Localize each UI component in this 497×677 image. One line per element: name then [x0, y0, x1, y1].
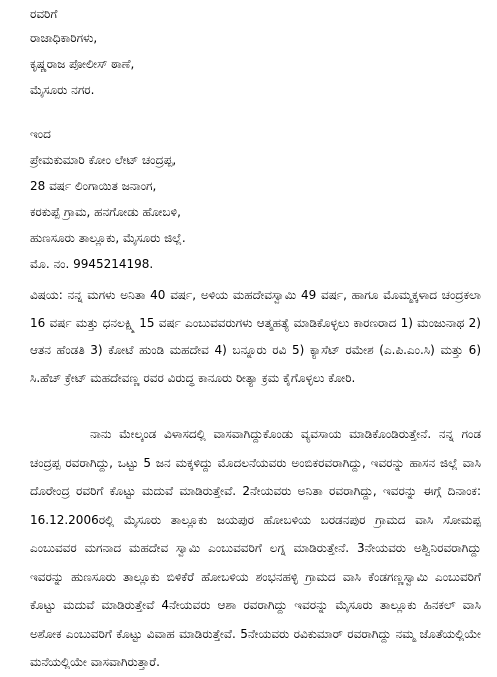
sender-line-4: ಹುಣಸೂರು ತಾಲ್ಲೂಕು, ಮೈಸೂರು ಜಿಲ್ಲೆ.	[30, 231, 186, 245]
recipient-line-1: ರಾಜಾಧಿಕಾರಿಗಳು,	[30, 31, 98, 45]
sender-phone: ಮೊ. ನಂ. 9945214198.	[30, 257, 154, 271]
body-paragraph: ನಾನು ಮೇಲ್ಕಂಡ ವಿಳಾಸದಲ್ಲಿ ವಾಸವಾಗಿದ್ದುಕೊಂಡು ವ್ಯವಸಾಯ ಮಾಡಿಕೊಂಡಿರುತ್ತೇನೆ. ನನ್ನ ಗಂಡ ಚಂದ್ರಪ್ಪ ರವರಾಗಿದ್ದು, ಒಟ್ಟು 5 ಜನ ಮಕ್ಕಳಿದ್ದು ಮೊದಲನೆಯವರು ಅಂಬಿಕರವರಾಗಿದ್ದು, ಇವರನ್ನು ಹಾಸನ ಜಿಲ್ಲೆ ವಾಸಿ ದೊರೇಂದ್ರ ರವರಿಗೆ ಕೊಟ್ಟು ಮದುವೆ ಮಾಡಿರುತ್ತೇವೆ. 2ನೇಯವರು ಅನಿತಾ ರವರಾಗಿದ್ದು, ಇವರನ್ನು ಈಗ್ಗೆ ದಿನಾಂಕ: 16.12.2006ರಲ್ಲಿ ಮೈಸೂರು ತಾಲ್ಲೂಕು ಜಯಪುರ ಹೋಬಳಿಯ ಬರಡನಪುರ ಗ್ರಾಮದ ವಾಸಿ ಸೋಮಪ್ಪ ಎಂಬುವವರ ಮಗನಾದ ಮಹದೇವ ಸ್ವಾಮಿ ಎಂಬುವವರಿಗೆ ಲಗ್ನ ಮಾಡಿರುತ್ತೇನೆ. 3ನೇಯವರು ಅಶ್ವಿನಿರವರಾಗಿದ್ದು ಇವರನ್ನು ಹುಣಸೂರು ತಾಲ್ಲೂಕು ಬಿಳಿಕೆರೆ ಹೋಬಳಿಯ ಶಂಭನಹಳ್ಳಿ ಗ್ರಾಮದ ವಾಸಿ ಕೆಂಡಗಣ್ಣಸ್ವಾಮಿ ಎಂಬುವರಿಗೆ ಕೊಟ್ಟು ಮದುವೆ ಮಾಡಿರುತ್ತೇವೆ 4ನೇಯವರು ಆಶಾ ರವರಾಗಿದ್ದು ಇವರನ್ನು ಮೈಸೂರು ತಾಲ್ಲೂಕು ಹಿನಕಲ್ ವಾಸಿ ಅಶೋಕ ಎಂಬುವರಿಗೆ ಕೊಟ್ಟು ವಿವಾಹ ಮಾಡಿರುತ್ತೇವೆ. 5ನೇಯವರು ರವಿಕುಮಾರ್ ರವರಾಗಿದ್ದು ನಮ್ಮ ಜೊತೆಯಲ್ಲಿಯೇ ಮನೆಯಲ್ಲಿಯೇ ವಾಸವಾಗಿರುತ್ತಾರೆ.	[30, 427, 481, 669]
recipient-line-2: ಕೃಷ್ಣರಾಜ ಪೋಲೀಸ್ ಠಾಣೆ,	[30, 57, 135, 71]
subject-paragraph: ವಿಷಯ: ನನ್ನ ಮಗಳು ಅನಿತಾ 40 ವರ್ಷ, ಅಳಿಯ ಮಹದೇವಸ್ವಾಮಿ 49 ವರ್ಷ, ಹಾಗೂ ಮೊಮ್ಮಕ್ಕಳಾದ ಚಂದ್ರಕಲಾ 16 ವರ್ಷ ಮತ್ತು ಧನಲಕ್ಷ್ಮಿ 15 ವರ್ಷ ಎಂಬುವವರುಗಳು ಆತ್ಮಹತ್ಯೆ ಮಾಡಿಕೊಳ್ಳಲು ಕಾರಣರಾದ 1) ಮಂಜುನಾಥ 2) ಆತನ ಹೆಂಡತಿ 3) ಕೋಟೆ ಹುಂಡಿ ಮಹದೇವ 4) ಬನ್ನೂರು ರವಿ 5) ಕ್ಯಾಸೆಟ್ ರಮೇಶ (ಎ.ಪಿ.ಎಂ.ಸಿ) ಮತ್ತು 6) ಸಿ.ಹೆಚ್ ಕ್ರೇಟ್ ಮಹದೇವಣ್ಣ ರವರ ವಿರುದ್ಧ ಕಾನೂರು ರೀತ್ಯಾ ಕ್ರಮ ಕೈಗೊಳ್ಳಲು ಕೋರಿ.	[30, 288, 481, 385]
sender-line-1: ಪ್ರೇಮಕುಮಾರಿ ಕೋಂ ಲೇಟ್ ಚಂದ್ರಪ್ಪ,	[30, 153, 177, 167]
sender-heading: ಇಂದ	[30, 127, 51, 141]
recipient-line-3: ಮೈಸೂರು ನಗರ.	[30, 83, 95, 97]
sender-line-2: 28 ವರ್ಷ ಲಿಂಗಾಯಿತ ಜನಾಂಗ,	[30, 179, 157, 193]
sender-line-3: ಕರಕುಪ್ಪೆ ಗ್ರಾಮ, ಹನಗೋಡು ಹೋಬಳಿ,	[30, 205, 181, 219]
recipient-prefix: ರವರಿಗೆ	[30, 7, 58, 21]
